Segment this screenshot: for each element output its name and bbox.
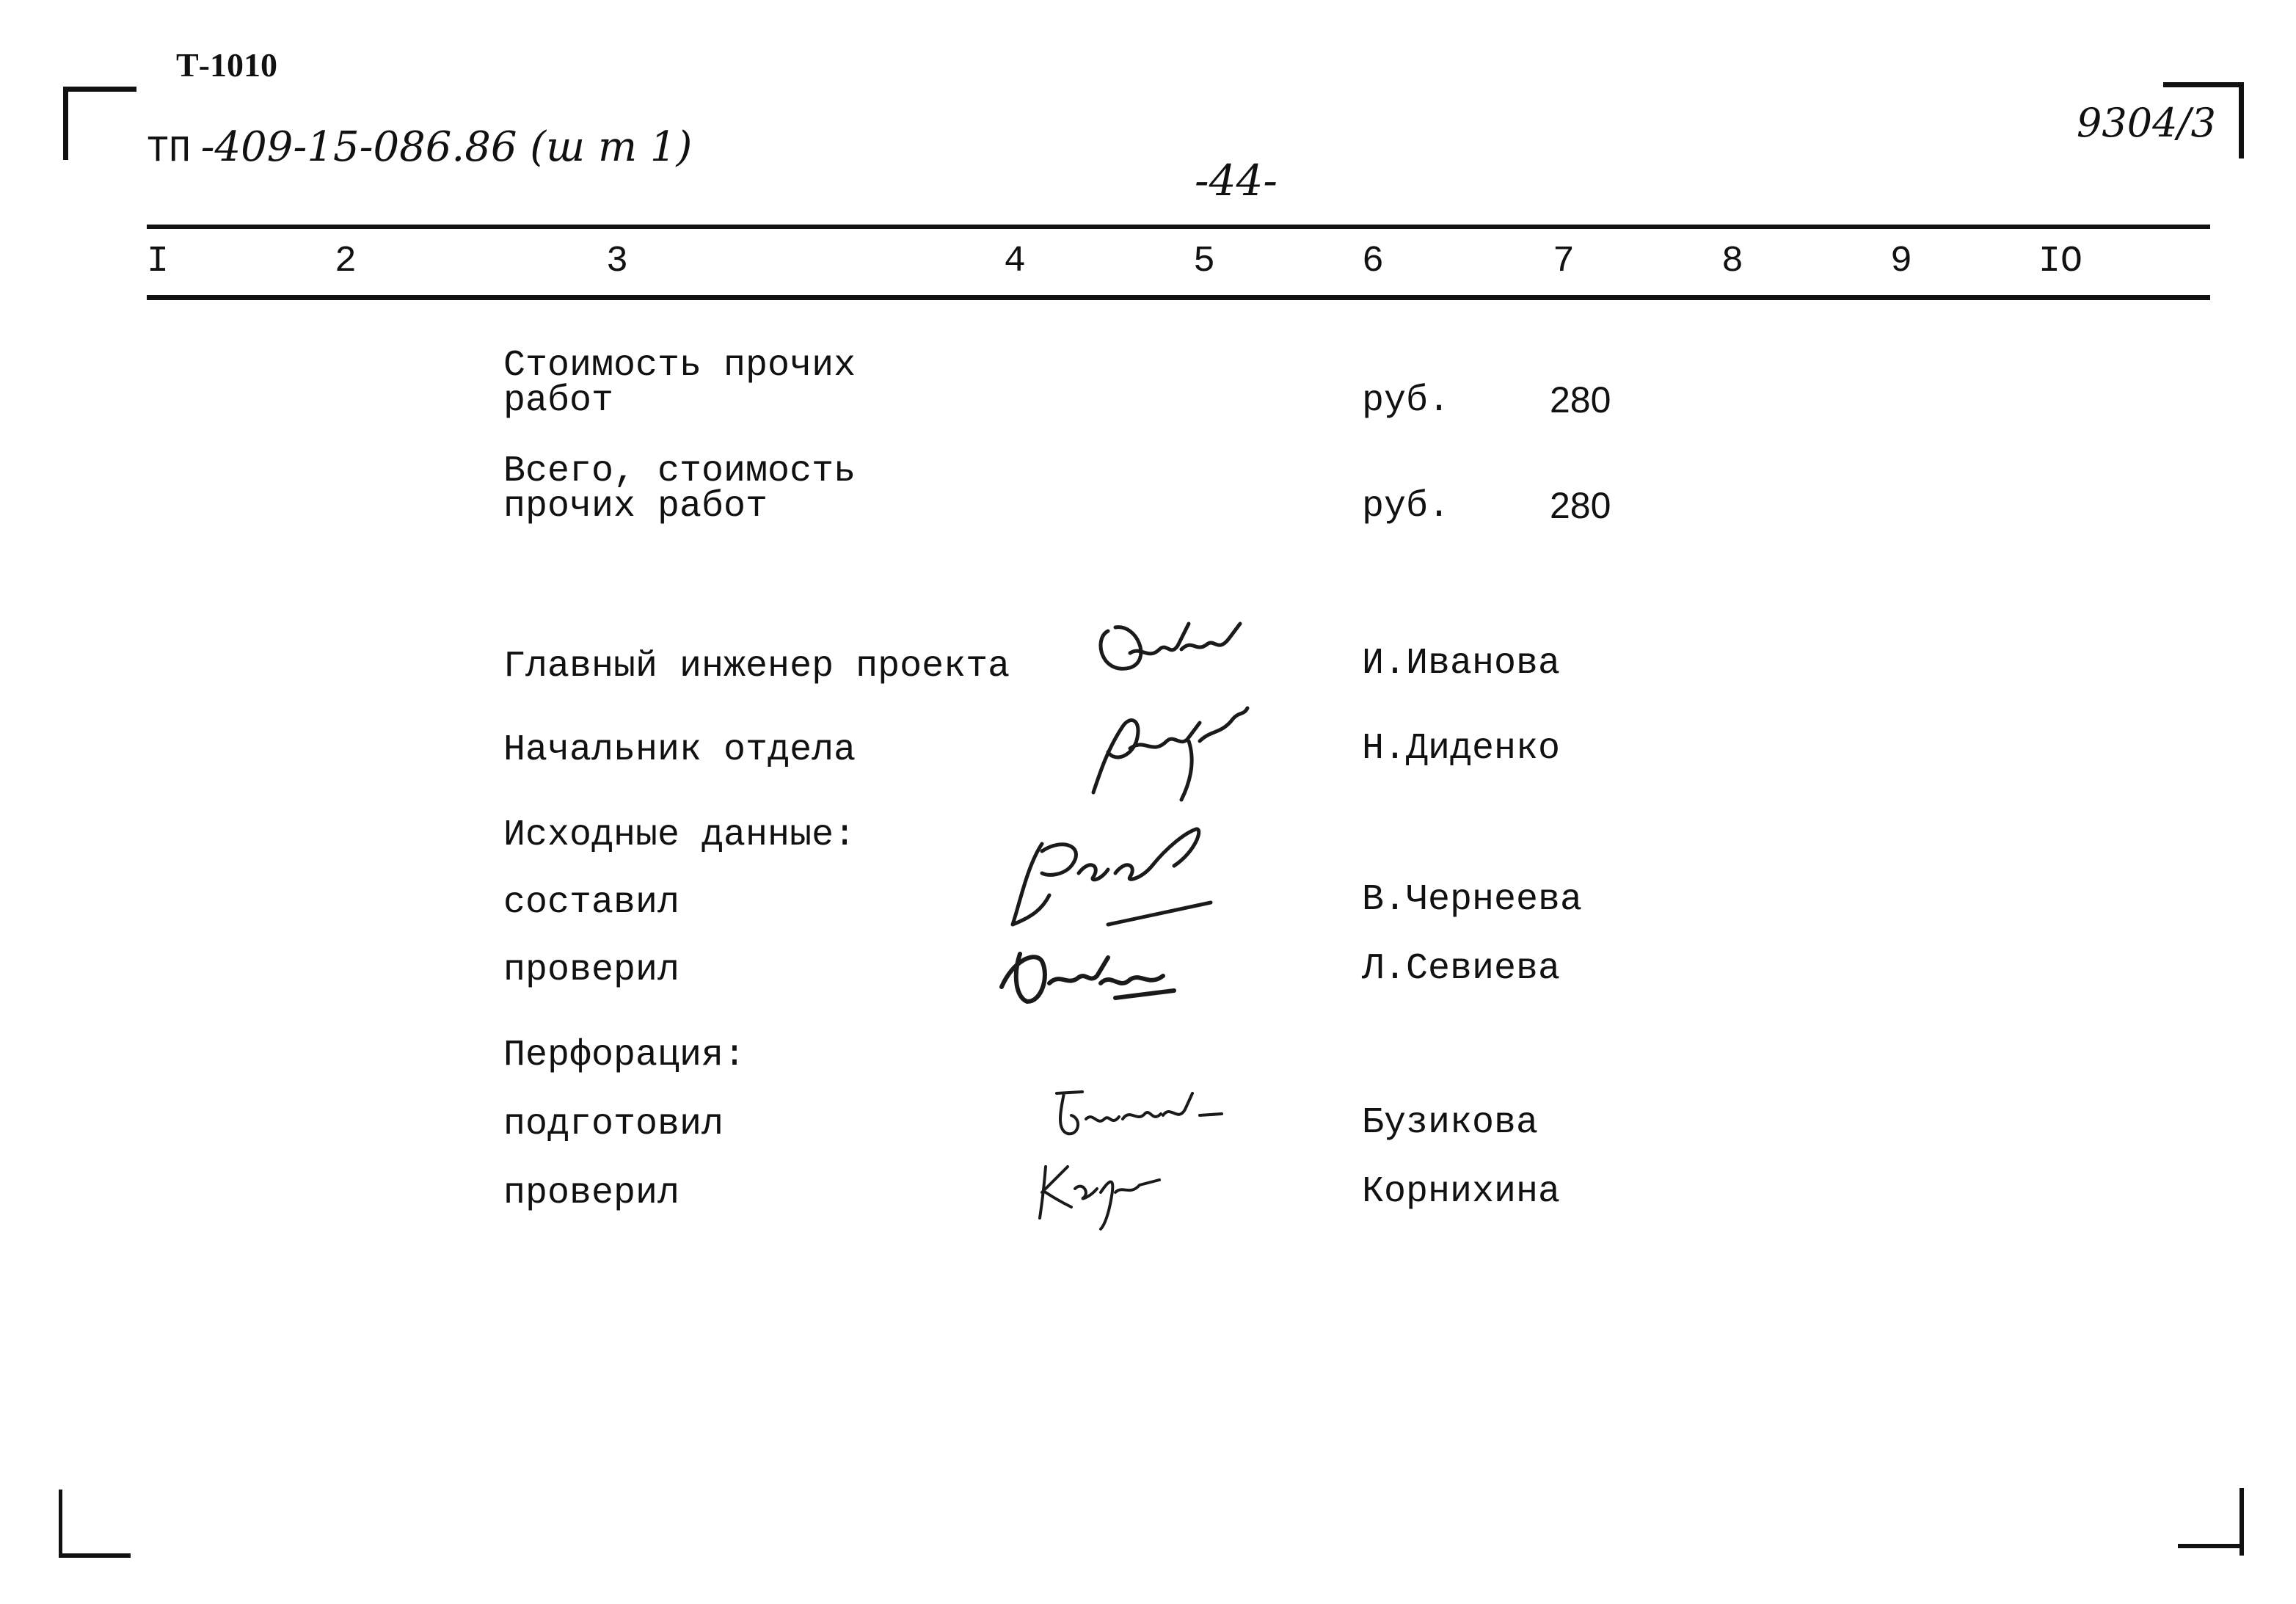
- handwritten-signature: [1086, 609, 1255, 697]
- column-header-3: 3: [606, 241, 629, 282]
- column-header-1: I: [147, 241, 170, 282]
- person-name: Бузикова: [1362, 1102, 1539, 1144]
- archive-code: Т-1010: [176, 46, 277, 84]
- role-label: Главный инженер проекта: [503, 646, 1010, 688]
- cost-value: 280: [1550, 379, 1611, 420]
- role-label: составил: [503, 882, 680, 924]
- column-header-5: 5: [1193, 241, 1216, 282]
- handwritten-signature: [1079, 697, 1255, 807]
- handwritten-signature: [998, 822, 1218, 939]
- person-name: Л.Севиева: [1362, 948, 1561, 990]
- person-name: Корнихина: [1362, 1171, 1561, 1213]
- cost-unit: руб.: [1362, 486, 1451, 528]
- column-header-6: 6: [1362, 241, 1385, 282]
- role-label: Начальник отдела: [503, 729, 856, 771]
- project-designation: [147, 123, 692, 172]
- project-prefix: ТП: [147, 131, 192, 172]
- section-heading-source-data: Исходные данные:: [503, 814, 856, 856]
- column-header-8: 8: [1721, 241, 1744, 282]
- project-code: -409-15-086.86 (ш т 1): [200, 123, 693, 171]
- person-name: В.Чернеева: [1362, 879, 1583, 921]
- cost-value: 280: [1550, 485, 1611, 526]
- role-label: проверил: [503, 949, 680, 991]
- table-rule-top: [147, 225, 2210, 229]
- role-label: подготовил: [503, 1104, 724, 1145]
- role-label: проверил: [503, 1173, 680, 1214]
- column-header-9: 9: [1890, 241, 1913, 282]
- cost-label-line1: Стоимость прочих: [503, 345, 856, 387]
- cost-label-line1: Всего, стоимость: [503, 451, 856, 492]
- sheet-code: 9304/3: [2077, 100, 2216, 146]
- column-header-10: IO: [2038, 241, 2083, 282]
- handwritten-signature: [1042, 1079, 1233, 1152]
- cost-unit: руб.: [1362, 380, 1451, 422]
- column-header-2: 2: [335, 241, 357, 282]
- person-name: И.Иванова: [1362, 643, 1561, 685]
- handwritten-signature: [991, 932, 1181, 1013]
- person-name: Н.Диденко: [1362, 728, 1561, 770]
- column-header-4: 4: [1004, 241, 1027, 282]
- handwritten-signature: [1031, 1152, 1170, 1233]
- cost-label-line2: работ: [503, 380, 614, 422]
- table-rule-bottom: [147, 295, 2210, 300]
- section-heading-perforation: Перфорация:: [503, 1035, 746, 1076]
- page-number: -44-: [1195, 156, 1278, 205]
- cost-label-line2: прочих работ: [503, 486, 768, 528]
- column-header-7: 7: [1553, 241, 1575, 282]
